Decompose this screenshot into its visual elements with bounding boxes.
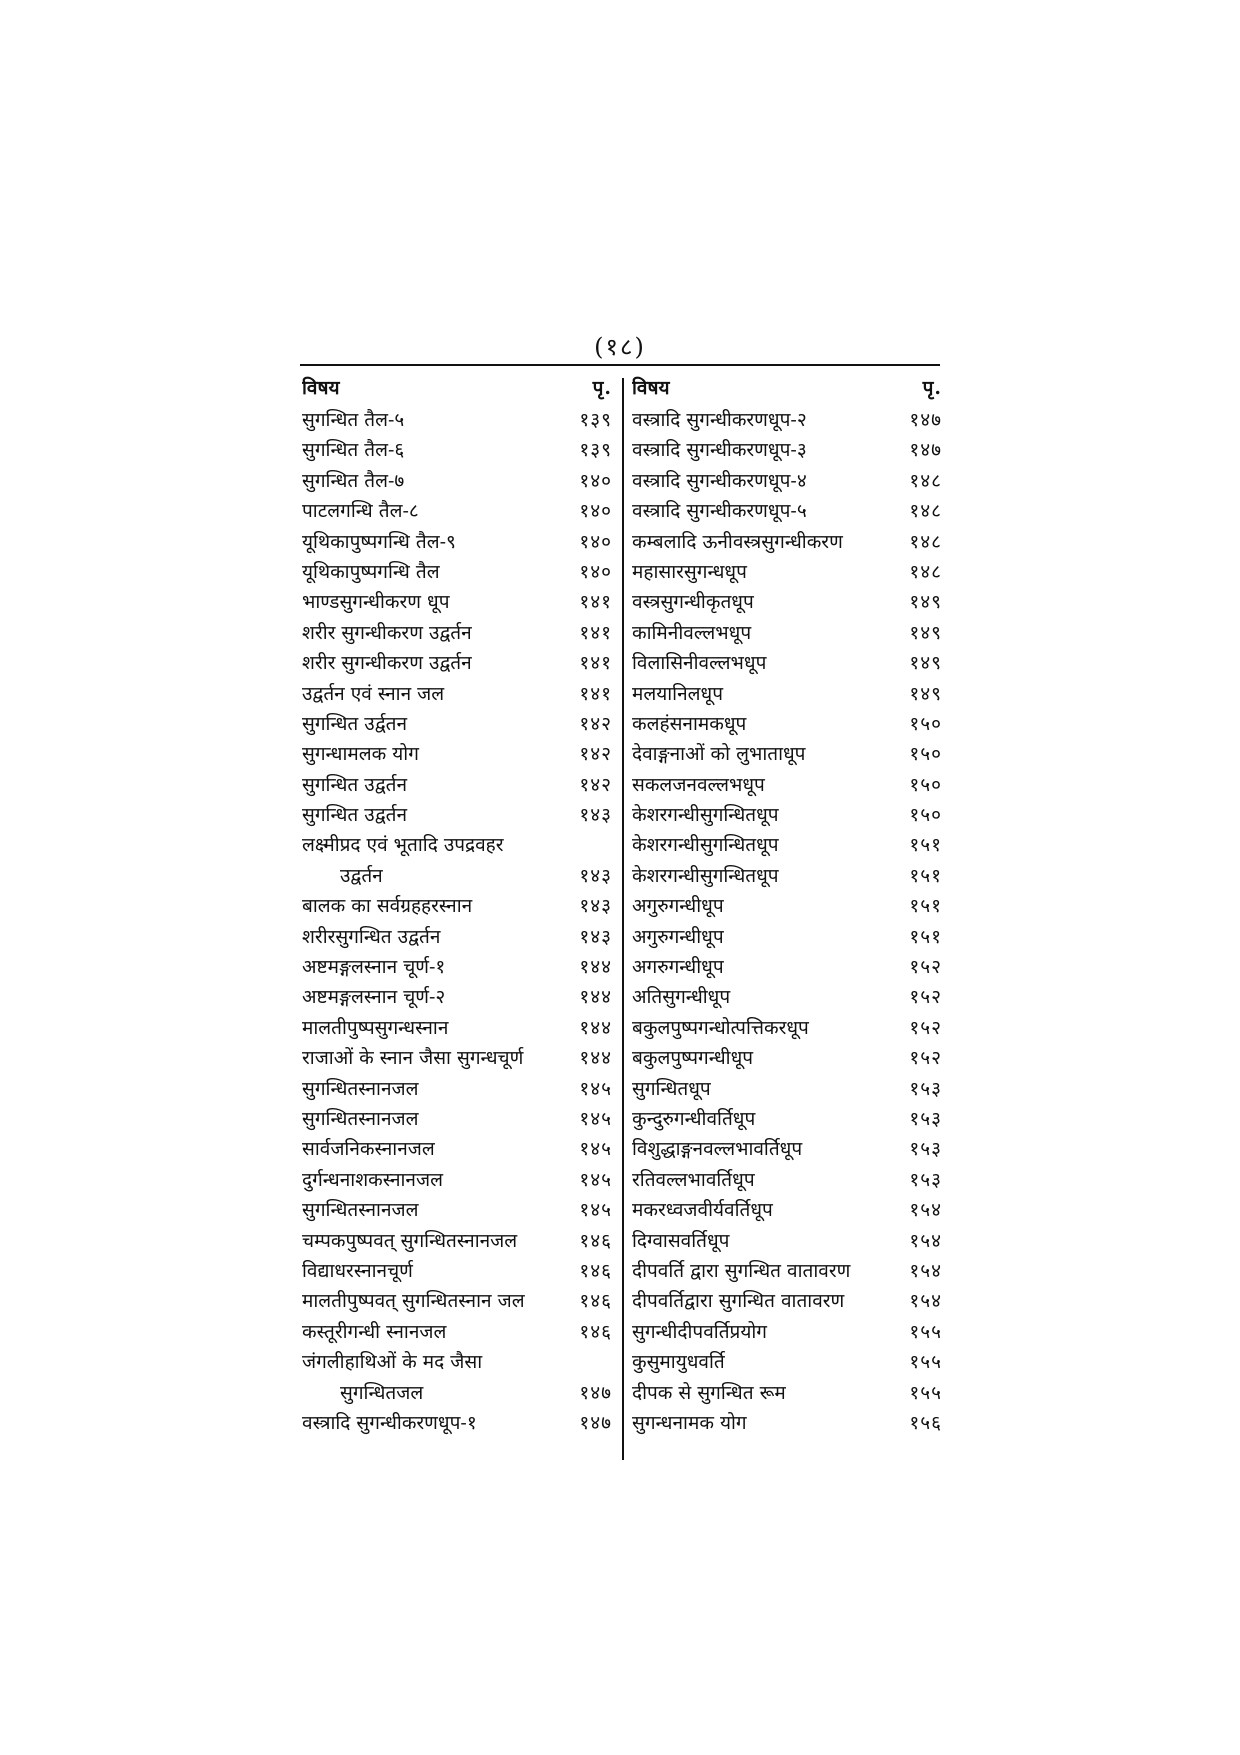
entry-title: यूथिकापुष्पगन्धि तैल-९ xyxy=(302,530,456,553)
entry-page: १४० xyxy=(579,560,612,583)
entry-title: चम्पकपुष्पवत् सुगन्धितस्नानजल xyxy=(302,1229,518,1252)
toc-entry xyxy=(302,1379,612,1409)
entry-page: १५४ xyxy=(909,1290,942,1313)
entry-page: १४६ xyxy=(579,1320,612,1343)
page-heading: पृ. xyxy=(922,377,942,399)
toc-entry xyxy=(302,649,612,679)
toc-entry xyxy=(632,680,942,710)
entry-title: सुगन्धित तैल-६ xyxy=(302,439,405,462)
entry-page: १५४ xyxy=(909,1229,942,1252)
entry-page: १४५ xyxy=(579,1199,612,1222)
entry-page: १४२ xyxy=(579,743,612,766)
entry-title: मालतीपुष्पसुगन्धस्नान xyxy=(302,1016,449,1039)
entry-title: विद्याधरस्नानचूर्ण xyxy=(302,1259,413,1282)
entry-page: १४६ xyxy=(579,1290,612,1313)
toc-entry xyxy=(302,406,612,436)
toc-entry xyxy=(632,1105,942,1135)
entry-page: १४४ xyxy=(579,1047,612,1070)
entry-title: उद्वर्तन एवं स्नान जल xyxy=(302,682,445,705)
entry-page: १५१ xyxy=(909,895,942,918)
toc-entry xyxy=(632,1409,942,1439)
entry-title: पाटलगन्धि तैल-८ xyxy=(302,500,419,523)
entry-page: १४७ xyxy=(909,439,942,462)
entry-title: वस्त्रसुगन्धीकृतधूप xyxy=(632,591,754,614)
toc-entry xyxy=(302,953,612,983)
entry-title: दीपवर्तिद्वारा सुगन्धित वातावरण xyxy=(632,1290,845,1313)
entry-page: १५० xyxy=(909,743,942,766)
toc-entry xyxy=(632,558,942,588)
toc-entry xyxy=(302,1166,612,1196)
toc-entry xyxy=(632,1135,942,1165)
toc-entry xyxy=(302,710,612,740)
subject-heading: विषय xyxy=(632,377,670,399)
entry-title: वस्त्रादि सुगन्धीकरणधूप-२ xyxy=(632,409,807,431)
entry-page: १४० xyxy=(579,530,612,553)
entry-title: शरीर सुगन्धीकरण उद्वर्तन xyxy=(302,621,472,644)
entry-title: विशुद्धाङ्गनवल्लभावर्तिधूप xyxy=(632,1138,803,1161)
entry-page: १५३ xyxy=(909,1138,942,1161)
page-number: (१८) xyxy=(594,333,646,361)
entry-title: शरीर सुगन्धीकरण उद्वर्तन xyxy=(302,652,472,675)
column-divider xyxy=(622,378,624,1460)
entry-page: १५० xyxy=(909,804,942,827)
entry-page: १४२ xyxy=(579,773,612,796)
toc-entry xyxy=(632,619,942,649)
entry-page: १४५ xyxy=(579,1077,612,1100)
entry-title: अतिसुगन्धीधूप xyxy=(632,986,731,1009)
toc-entry xyxy=(302,436,612,466)
entry-title: सुगन्धित उद्वर्तन xyxy=(302,804,407,827)
toc-entry xyxy=(302,1227,612,1257)
entry-page: १४१ xyxy=(579,621,612,644)
entry-title: सुगन्धित तैल-७ xyxy=(302,469,405,492)
toc-entry xyxy=(302,497,612,527)
entry-page: १५५ xyxy=(909,1381,942,1404)
entry-page: १५३ xyxy=(909,1107,942,1130)
toc-entry xyxy=(632,588,942,618)
entry-page: १४७ xyxy=(579,1411,612,1434)
toc-entry xyxy=(302,1075,612,1105)
entry-title: दुर्गन्धनाशकस्नानजल xyxy=(302,1168,443,1191)
right-column xyxy=(632,374,942,1439)
entry-page: १४५ xyxy=(579,1168,612,1191)
left-column xyxy=(302,374,612,1439)
entry-title: अष्टमङ्गलस्नान चूर्ण-१ xyxy=(302,956,446,979)
toc-entry xyxy=(632,892,942,922)
toc-entry xyxy=(302,1014,612,1044)
toc-entry xyxy=(632,1379,942,1409)
header-rule xyxy=(300,364,940,366)
entry-title: कस्तूरीगन्धी स्नानजल xyxy=(302,1320,447,1343)
toc-entry xyxy=(632,436,942,466)
entry-title: कम्बलादि ऊनीवस्त्रसुगन्धीकरण xyxy=(632,530,843,553)
toc-entry xyxy=(632,1287,942,1317)
entry-title: अगुरुगन्धीधूप xyxy=(632,925,724,948)
toc-entry xyxy=(302,801,612,831)
toc-entry xyxy=(302,619,612,649)
entry-page: १५३ xyxy=(909,1168,942,1191)
toc-entry xyxy=(302,1105,612,1135)
entry-title: जंगलीहाथिओं के मद जैसा xyxy=(302,1351,483,1374)
entry-title: कुन्दुरुगन्धीवर्तिधूप xyxy=(632,1107,756,1130)
entry-title: बकुलपुष्पगन्धोत्पत्तिकरधूप xyxy=(632,1016,809,1039)
entry-title: सुगन्धनामक योग xyxy=(632,1411,747,1434)
entry-title: मकरध्वजवीर्यवर्तिधूप xyxy=(632,1199,773,1222)
entry-page: १३९ xyxy=(579,409,612,431)
entry-page: १४९ xyxy=(909,682,942,705)
toc-entry xyxy=(632,649,942,679)
entry-page: १४८ xyxy=(909,469,942,492)
toc-entry xyxy=(632,801,942,831)
entry-title: मलयानिलधूप xyxy=(632,682,724,705)
entry-title: रतिवल्लभावर्तिधूप xyxy=(632,1168,755,1191)
entry-page: १४१ xyxy=(579,652,612,675)
entry-page: १५२ xyxy=(909,956,942,979)
toc-entry xyxy=(632,923,942,953)
entry-title: दीपवर्ति द्वारा सुगन्धित वातावरण xyxy=(632,1259,851,1282)
entry-title: सुगन्धित तैल-५ xyxy=(302,409,405,431)
entry-title: सुगन्धित उर्द्वतन xyxy=(302,712,407,735)
toc-entry xyxy=(632,831,942,861)
toc-entry xyxy=(302,862,612,892)
entry-title: वस्त्रादि सुगन्धीकरणधूप-४ xyxy=(632,469,807,492)
entry-page: १५० xyxy=(909,773,942,796)
subject-heading: विषय xyxy=(302,377,340,399)
entry-title: सार्वजनिकस्नानजल xyxy=(302,1138,435,1161)
entry-title: केशरगन्धीसुगन्धितधूप xyxy=(632,864,779,887)
entry-title: केशरगन्धीसुगन्धितधूप xyxy=(632,804,779,827)
entry-title: सुगन्धितस्नानजल xyxy=(302,1107,419,1130)
entry-page: १४९ xyxy=(909,652,942,675)
entry-title: वस्त्रादि सुगन्धीकरणधूप-१ xyxy=(302,1411,477,1434)
entry-title: अष्टमङ्गलस्नान चूर्ण-२ xyxy=(302,986,446,1009)
entry-page: १४३ xyxy=(579,925,612,948)
toc-entry xyxy=(302,1257,612,1287)
entry-page: १५२ xyxy=(909,1047,942,1070)
entry-title: वस्त्रादि सुगन्धीकरणधूप-३ xyxy=(632,439,807,462)
entry-title: शरीरसुगन्धित उद्वर्तन xyxy=(302,925,441,948)
entry-page: १४० xyxy=(579,500,612,523)
entry-page: १५३ xyxy=(909,1077,942,1100)
toc-entry xyxy=(632,1227,942,1257)
entry-title: सुगन्धामलक योग xyxy=(302,743,419,766)
entry-page: १४३ xyxy=(579,895,612,918)
toc-entry xyxy=(302,771,612,801)
toc-entry xyxy=(302,740,612,770)
toc-entry xyxy=(302,680,612,710)
entry-title: सकलजनवल्लभधूप xyxy=(632,773,765,796)
toc-entry xyxy=(302,467,612,497)
toc-entry xyxy=(632,1075,942,1105)
entry-page: १५१ xyxy=(909,864,942,887)
entry-title: बालक का सर्वग्रहहरस्नान xyxy=(302,895,473,918)
entry-title: सुगन्धितजल xyxy=(340,1381,424,1404)
entry-title: उद्वर्तन xyxy=(340,864,383,887)
toc-entry xyxy=(302,892,612,922)
toc-entry xyxy=(302,983,612,1013)
toc-entry xyxy=(632,862,942,892)
entry-title: कामिनीवल्लभधूप xyxy=(632,621,752,644)
entry-page: १४८ xyxy=(909,560,942,583)
right-column-header xyxy=(632,374,942,406)
entry-page: १५५ xyxy=(909,1351,942,1374)
toc-entry xyxy=(632,1348,942,1378)
entry-page: १४५ xyxy=(579,1107,612,1130)
entry-title: कलहंसनामकधूप xyxy=(632,712,747,735)
entry-page: १३९ xyxy=(579,439,612,462)
entry-title: सुगन्धीदीपवर्तिप्रयोग xyxy=(632,1320,767,1343)
entry-title: दिग्वासवर्तिधूप xyxy=(632,1229,730,1252)
toc-entry xyxy=(302,528,612,558)
toc-entry xyxy=(632,1318,942,1348)
entry-page: १५२ xyxy=(909,1016,942,1039)
toc-entry xyxy=(632,497,942,527)
toc-entry xyxy=(632,467,942,497)
entry-title: विलासिनीवल्लभधूप xyxy=(632,652,767,675)
entry-title: लक्ष्मीप्रद एवं भूतादि उपद्रवहर xyxy=(302,834,504,857)
entry-title: महासारसुगन्धधूप xyxy=(632,560,747,583)
page-heading: पृ. xyxy=(592,377,612,399)
entry-page: १५५ xyxy=(909,1320,942,1343)
entry-page: १४० xyxy=(579,469,612,492)
entry-title: सुगन्धित उद्वर्तन xyxy=(302,773,407,796)
toc-entry xyxy=(632,740,942,770)
entry-title: सुगन्धितस्नानजल xyxy=(302,1199,419,1222)
entry-page: १५२ xyxy=(909,986,942,1009)
toc-entry xyxy=(632,953,942,983)
toc-entry xyxy=(302,1409,612,1439)
entry-title: यूथिकापुष्पगन्धि तैल xyxy=(302,560,440,583)
toc-entry xyxy=(302,1287,612,1317)
entry-page: १५० xyxy=(909,712,942,735)
entry-page: १४३ xyxy=(579,804,612,827)
entry-page: १४२ xyxy=(579,712,612,735)
entry-title: भाण्डसुगन्धीकरण धूप xyxy=(302,591,450,614)
entry-page: १५६ xyxy=(909,1411,942,1434)
toc-entry xyxy=(302,1196,612,1226)
toc-entry xyxy=(302,588,612,618)
entry-title: वस्त्रादि सुगन्धीकरणधूप-५ xyxy=(632,500,807,523)
entry-page: १५४ xyxy=(909,1259,942,1282)
toc-entry xyxy=(302,831,612,861)
toc-entry xyxy=(302,1348,612,1378)
entry-page: १४४ xyxy=(579,1016,612,1039)
entry-page: १४७ xyxy=(909,409,942,431)
entry-title: दीपक से सुगन्धित रूम xyxy=(632,1381,786,1404)
entry-page: १४८ xyxy=(909,530,942,553)
entry-title: कुसुमायुधवर्ति xyxy=(632,1351,725,1374)
entry-title: देवाङ्गनाओं को लुभाताधूप xyxy=(632,743,806,766)
entry-page: १४८ xyxy=(909,500,942,523)
toc-entry xyxy=(302,923,612,953)
toc-entry xyxy=(302,1044,612,1074)
toc-entry xyxy=(302,1318,612,1348)
entry-page: १४४ xyxy=(579,956,612,979)
entry-page: १४९ xyxy=(909,591,942,614)
toc-entry xyxy=(302,558,612,588)
entry-page: १४४ xyxy=(579,986,612,1009)
entry-page: १५१ xyxy=(909,925,942,948)
toc-entry xyxy=(632,1257,942,1287)
entry-page: १४९ xyxy=(909,621,942,644)
entry-page: १४१ xyxy=(579,591,612,614)
toc-entry xyxy=(632,710,942,740)
entry-page: १४६ xyxy=(579,1259,612,1282)
entry-title: सुगन्धितस्नानजल xyxy=(302,1077,419,1100)
entry-title: मालतीपुष्पवत् सुगन्धितस्नान जल xyxy=(302,1290,525,1313)
entry-title: सुगन्धितधूप xyxy=(632,1077,711,1100)
entry-page: १५४ xyxy=(909,1199,942,1222)
entry-title: अगुरुगन्धीधूप xyxy=(632,895,724,918)
toc-entry xyxy=(632,1044,942,1074)
entry-title: अगरुगन्धीधूप xyxy=(632,956,724,979)
toc-entry xyxy=(632,1196,942,1226)
entry-title: केशरगन्धीसुगन्धितधूप xyxy=(632,834,779,857)
toc-entry xyxy=(632,983,942,1013)
entry-page: १४५ xyxy=(579,1138,612,1161)
entry-page: १४१ xyxy=(579,682,612,705)
toc-entry xyxy=(632,528,942,558)
left-column-header xyxy=(302,374,612,406)
entry-page: १४७ xyxy=(579,1381,612,1404)
entry-page: १४३ xyxy=(579,864,612,887)
toc-entry xyxy=(632,771,942,801)
toc-entry xyxy=(302,1135,612,1165)
toc-entry xyxy=(632,406,942,436)
toc-entry xyxy=(632,1014,942,1044)
entry-page: १५१ xyxy=(909,834,942,857)
entry-title: बकुलपुष्पगन्धीधूप xyxy=(632,1047,754,1070)
entry-page: १४६ xyxy=(579,1229,612,1252)
entry-title: राजाओं के स्नान जैसा सुगन्धचूर्ण xyxy=(302,1047,524,1070)
toc-entry xyxy=(632,1166,942,1196)
